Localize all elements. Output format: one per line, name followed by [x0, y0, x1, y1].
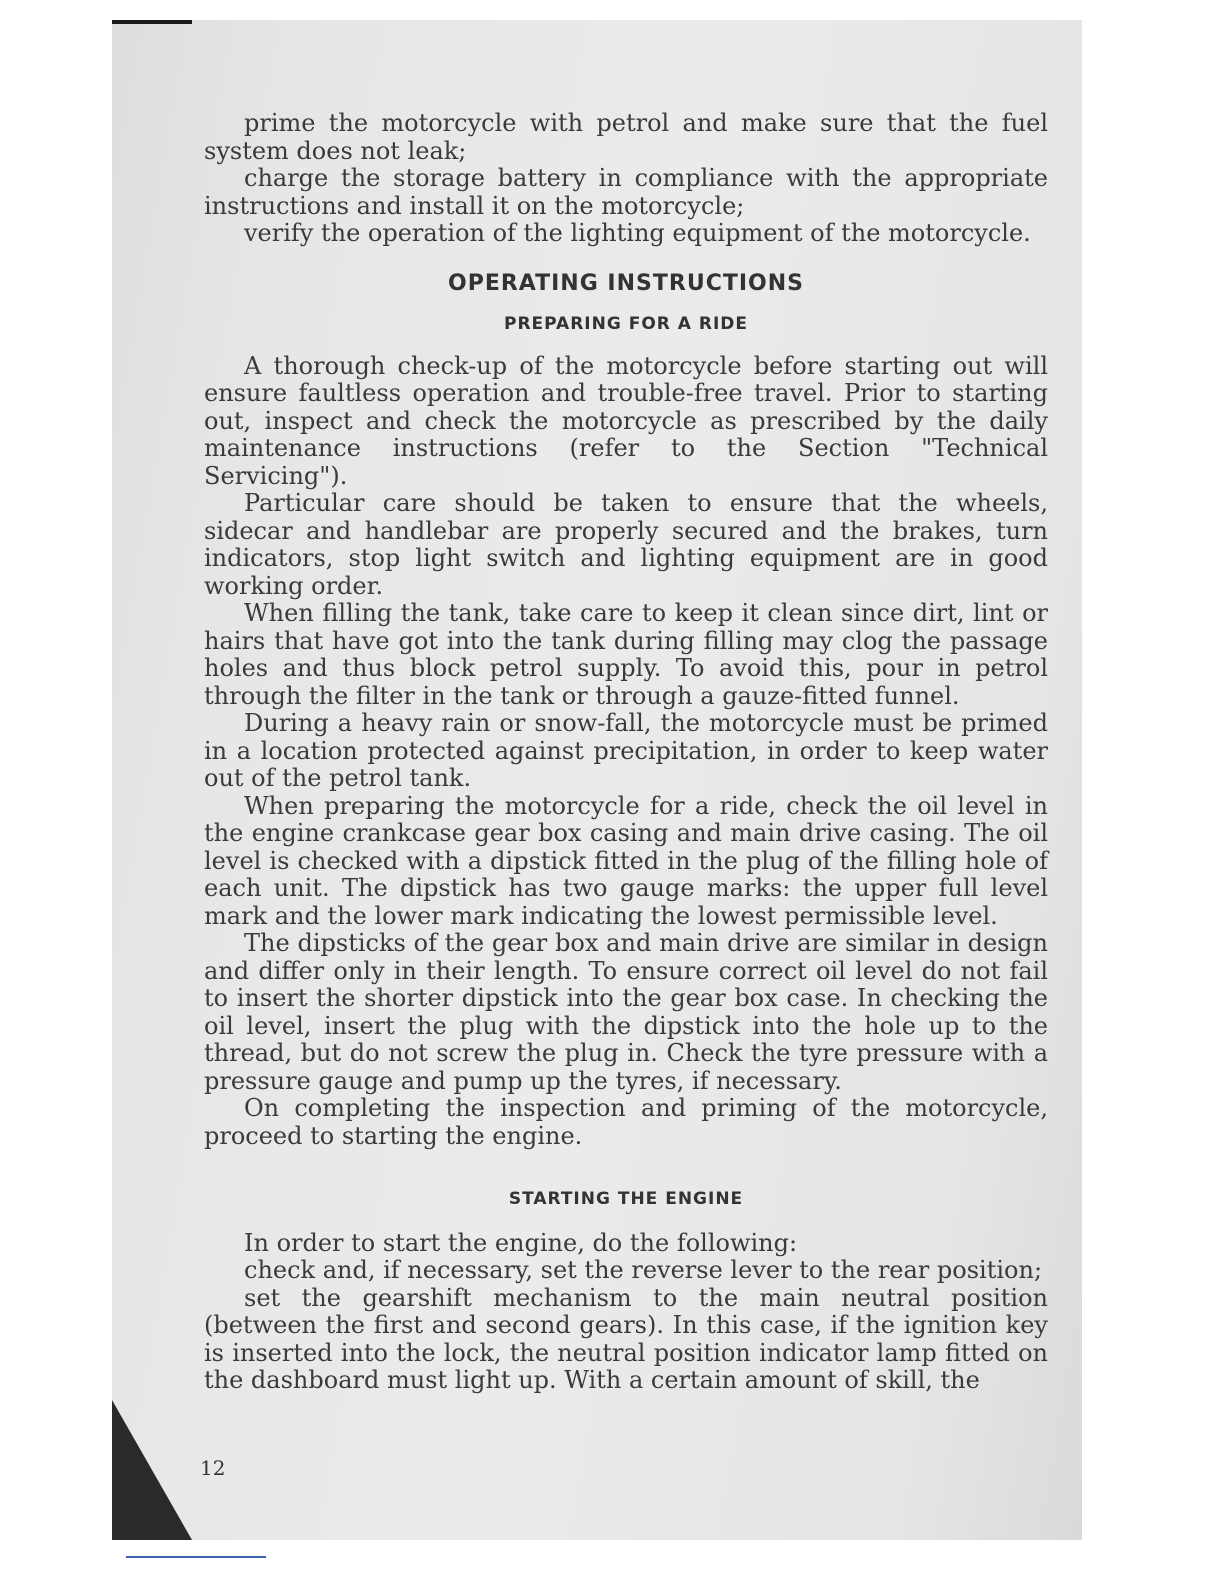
- body-paragraph: charge the storage battery in compliance with the appropriate instructions and install it on the motorcycle;: [204, 164, 1048, 220]
- subsection-heading: PREPARING FOR A RIDE: [503, 314, 749, 334]
- subsection-heading: STARTING THE ENGINE: [508, 1189, 744, 1209]
- page-body: [204, 110, 1048, 1395]
- body-paragraph: When filling the tank, take care to keep it clean since dirt, lint or hairs that have got into the tank during filling may clog the passage holes and thus block petrol supply. To avoid this, pour in petrol through the filter in the tank or through a gauze-fitted funnel.: [204, 599, 1048, 710]
- body-paragraph: In order to start the engine, do the following:: [244, 1228, 798, 1257]
- section-title: OPERATING INSTRUCTIONS: [448, 270, 804, 296]
- body-paragraph: prime the motorcycle with petrol and make sure that the fuel system does not leak;: [204, 109, 1048, 165]
- body-paragraph: The dipsticks of the gear box and main drive are similar in design and differ only in their length. To ensure correct oil level do not fail to insert the shorter dipstick into the gear box case. In checking the oil level, insert the plug with the dipstick into the hole up to the thread, but do not screw the plug in. Check the tyre pressure with a pressure gauge and pump up the tyres, if necessary.: [204, 929, 1048, 1095]
- scanned-page: [112, 20, 1082, 1540]
- body-paragraph: Particular care should be taken to ensure that the wheels, sidecar and handlebar are properly secured and the brakes, turn indicators, stop light switch and lighting equipment are in good working order.: [204, 489, 1048, 600]
- body-paragraph: On completing the inspection and priming of the motorcycle, proceed to starting the engine.: [204, 1094, 1048, 1150]
- scan-edge-line: [126, 1556, 266, 1558]
- page-corner-shadow: [112, 1400, 192, 1540]
- body-paragraph: check and, if necessary, set the reverse lever to the rear position;: [244, 1256, 1043, 1284]
- body-paragraph: A thorough check-up of the motorcycle before starting out will ensure faultless operation and trouble-free travel. Prior to starting out, inspect and check the motorcycle as prescribed by the daily maintenance instructions (refer to the Section "Technical Servicing").: [204, 351, 1048, 490]
- page-number: 12: [200, 1456, 226, 1480]
- body-paragraph: set the gearshift mechanism to the main neutral position (between the first and second gears). In this case, if the ignition key is inserted into the lock, the neutral position indicator lamp fitted on the dashboard must light up. With a certain amount of skill, the: [204, 1283, 1048, 1394]
- page-edge-mark: [112, 20, 192, 24]
- body-paragraph: verify the operation of the lighting equipment of the motorcycle.: [244, 219, 1031, 247]
- body-paragraph: During a heavy rain or snow-fall, the motorcycle must be primed in a location protected against precipitation, in order to keep water out of the petrol tank.: [204, 709, 1048, 792]
- body-paragraph: When preparing the motorcycle for a ride, check the oil level in the engine crankcase gear box casing and main drive casing. The oil level is checked with a dipstick fitted in the plug of the filling hole of each unit. The dipstick has two gauge marks: the upper full level mark and the lower mark indicating the lowest permissible level.: [204, 791, 1048, 930]
